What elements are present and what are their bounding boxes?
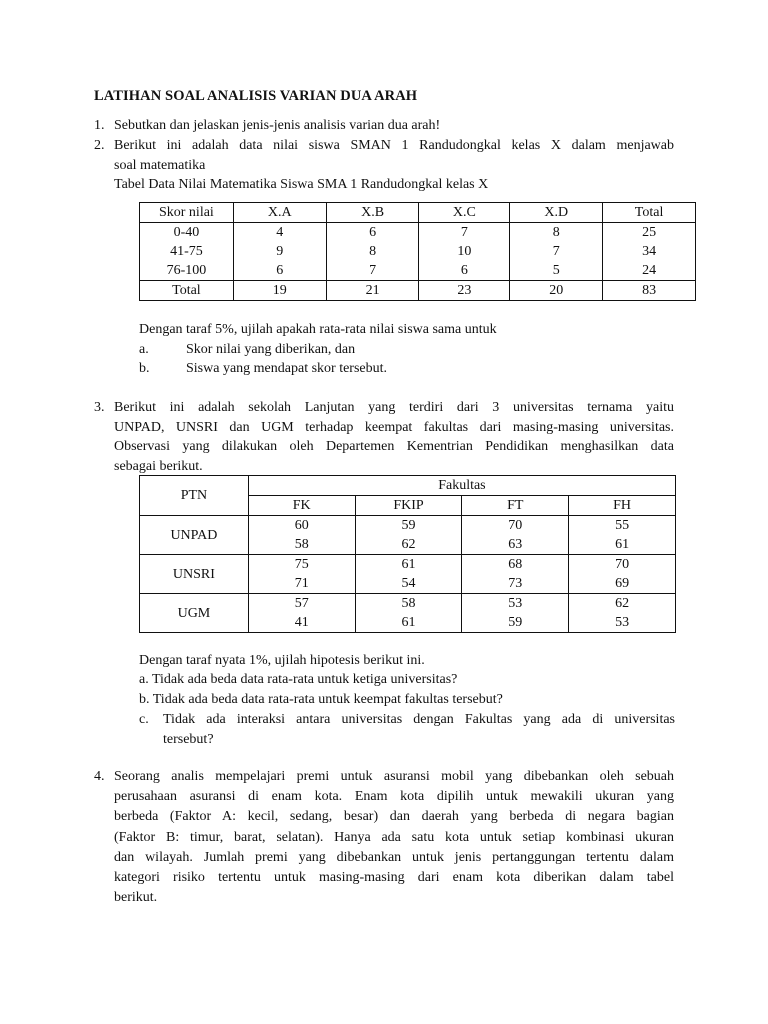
question-3-prompt xyxy=(139,651,425,671)
table-cell: 57 xyxy=(248,594,355,614)
table-header-cell: FT xyxy=(462,496,569,516)
table-cell: 8 xyxy=(326,242,419,261)
table-cell: 7 xyxy=(326,261,419,281)
option-label: c. xyxy=(139,712,149,727)
option-label: b. xyxy=(139,361,150,376)
table-cell: 6 xyxy=(419,261,510,281)
table-cell: 68 xyxy=(462,555,569,575)
document-title: LATIHAN SOAL ANALISIS VARIAN DUA ARAH xyxy=(94,88,418,104)
university-cell: UNSRI xyxy=(140,555,249,594)
table-cell: 0-40 xyxy=(140,223,234,243)
ptn-header: PTN xyxy=(140,476,249,516)
table-cell: 73 xyxy=(462,574,569,594)
table-header-cell: FKIP xyxy=(355,496,462,516)
table-cell: 69 xyxy=(569,574,676,594)
table-cell: 25 xyxy=(603,223,696,243)
table-header-cell: Total xyxy=(603,203,696,223)
question-number: 4. xyxy=(94,769,105,784)
university-cell: UGM xyxy=(140,594,249,633)
option-text: Tidak ada interaksi antara universitas dengan Fakultas yang ada di universitas xyxy=(163,712,675,727)
table-cell: 20 xyxy=(510,281,603,301)
question-number: 2. xyxy=(94,138,105,153)
table-row xyxy=(140,242,696,261)
table-cell: 58 xyxy=(355,594,462,614)
question-3-option-b xyxy=(139,690,503,710)
table-cell: Total xyxy=(140,281,234,301)
question-text-line: sebagai berikut. xyxy=(114,458,203,474)
score-table xyxy=(139,202,696,301)
question-text-line: soal matematika xyxy=(114,157,206,173)
option-label: a. xyxy=(139,342,149,357)
table-cell: 71 xyxy=(248,574,355,594)
faculty-table xyxy=(139,475,676,633)
table-row xyxy=(140,555,676,575)
table-cell: 7 xyxy=(419,223,510,243)
table-caption: Tabel Data Nilai Matematika Siswa SMA 1 Randudongkal kelas X xyxy=(114,177,489,193)
table-cell: 19 xyxy=(233,281,326,301)
table-header-cell: FK xyxy=(248,496,355,516)
table-cell: 75 xyxy=(248,555,355,575)
prompt-text: Dengan taraf nyata 1%, ujilah hipotesis berikut ini. xyxy=(139,653,425,668)
fakultas-header: Fakultas xyxy=(248,476,675,496)
table-cell: 59 xyxy=(462,613,569,633)
option-text: b. Tidak ada beda data rata-rata untuk keempat fakultas tersebut? xyxy=(139,692,503,707)
table-cell: 76-100 xyxy=(140,261,234,281)
table-header-cell: X.D xyxy=(510,203,603,223)
question-1 xyxy=(94,116,441,136)
question-number: 1. xyxy=(94,118,105,133)
table-header-cell: X.B xyxy=(326,203,419,223)
table-row xyxy=(140,516,676,536)
table-cell: 5 xyxy=(510,261,603,281)
question-text-line: Seorang analis mempelajari premi untuk asuransi mobil yang dibebankan oleh sebuah xyxy=(114,769,674,784)
table-cell: 21 xyxy=(326,281,419,301)
table-cell: 63 xyxy=(462,535,569,555)
table-cell: 60 xyxy=(248,516,355,536)
table-cell: 62 xyxy=(355,535,462,555)
table-total-row xyxy=(140,281,696,301)
table-row xyxy=(140,261,696,281)
table-cell: 53 xyxy=(462,594,569,614)
table-cell: 70 xyxy=(462,516,569,536)
table-cell: 6 xyxy=(326,223,419,243)
prompt-text: Dengan taraf 5%, ujilah apakah rata-rata nilai siswa sama untuk xyxy=(139,322,497,337)
question-text-line: Berikut ini adalah data nilai siswa SMAN 1 Randudongkal kelas X dalam menjawab xyxy=(114,138,674,153)
university-cell: UNPAD xyxy=(140,516,249,555)
question-text-line: Berikut ini adalah sekolah Lanjutan yang terdiri dari 3 universitas ternama yaitu xyxy=(114,400,674,415)
table-header-cell: X.A xyxy=(233,203,326,223)
question-text-line: kategori risiko tertentu untuk masing-masing dari enam kota diberikan dalam tabel xyxy=(114,870,674,886)
table-cell: 58 xyxy=(248,535,355,555)
table-header-cell: X.C xyxy=(419,203,510,223)
table-header-row xyxy=(140,203,696,223)
question-3-option-a xyxy=(139,670,457,690)
table-cell: 10 xyxy=(419,242,510,261)
table-cell: 24 xyxy=(603,261,696,281)
question-number: 3. xyxy=(94,400,105,415)
question-text-line: berikut. xyxy=(114,890,158,906)
question-3 xyxy=(94,398,674,476)
table-row xyxy=(140,223,696,243)
option-text: tersebut? xyxy=(163,732,214,747)
table-cell: 70 xyxy=(569,555,676,575)
question-text-line: UNPAD, UNSRI dan UGM terhadap keempat fakultas dari masing-masing universitas. xyxy=(114,419,674,435)
question-text-line: perusahaan asuransi di enam kota. Enam kota dipilih untuk mewakili ukuran yang xyxy=(114,789,674,805)
question-text-line: dan wilayah. Jumlah premi yang dibebankan untuk jenis pertanggungan tertentu dalam xyxy=(114,849,674,865)
table-cell: 53 xyxy=(569,613,676,633)
table-cell: 62 xyxy=(569,594,676,614)
table-cell: 83 xyxy=(603,281,696,301)
table-cell: 61 xyxy=(355,613,462,633)
question-2 xyxy=(94,136,674,195)
option-text: Siswa yang mendapat skor tersebut. xyxy=(186,361,388,376)
question-text-line: berbeda (Faktor A: kecil, sedang, besar) dan daerah yang berbeda di negara bagian xyxy=(114,809,674,825)
table-cell: 23 xyxy=(419,281,510,301)
option-text: a. Tidak ada beda data rata-rata untuk ketiga universitas? xyxy=(139,672,458,687)
table-cell: 54 xyxy=(355,574,462,594)
table-cell: 34 xyxy=(603,242,696,261)
question-text-line: (Faktor B: timur, barat, selatan). Hanya ada satu kota untuk setiap kombinasi ukuran xyxy=(114,829,674,845)
question-text-line: Observasi yang dilakukan oleh Departemen Kementrian Pendidikan menghasilkan data xyxy=(114,439,674,455)
table-cell: 8 xyxy=(510,223,603,243)
question-4 xyxy=(94,767,674,908)
table-cell: 9 xyxy=(233,242,326,261)
question-text: Sebutkan dan jelaskan jenis-jenis analisis varian dua arah! xyxy=(114,118,441,133)
table-header-cell: FH xyxy=(569,496,676,516)
table-cell: 41-75 xyxy=(140,242,234,261)
table-cell: 61 xyxy=(569,535,676,555)
table-cell: 7 xyxy=(510,242,603,261)
table-cell: 41 xyxy=(248,613,355,633)
table-cell: 6 xyxy=(233,261,326,281)
table-cell: 61 xyxy=(355,555,462,575)
table-cell: 55 xyxy=(569,516,676,536)
table-row xyxy=(140,594,676,614)
table-cell: 59 xyxy=(355,516,462,536)
question-3-option-c xyxy=(139,710,675,750)
question-2-prompt xyxy=(139,320,497,340)
option-text: Skor nilai yang diberikan, dan xyxy=(186,342,356,357)
table-header-cell: Skor nilai xyxy=(140,203,234,223)
table-cell: 4 xyxy=(233,223,326,243)
